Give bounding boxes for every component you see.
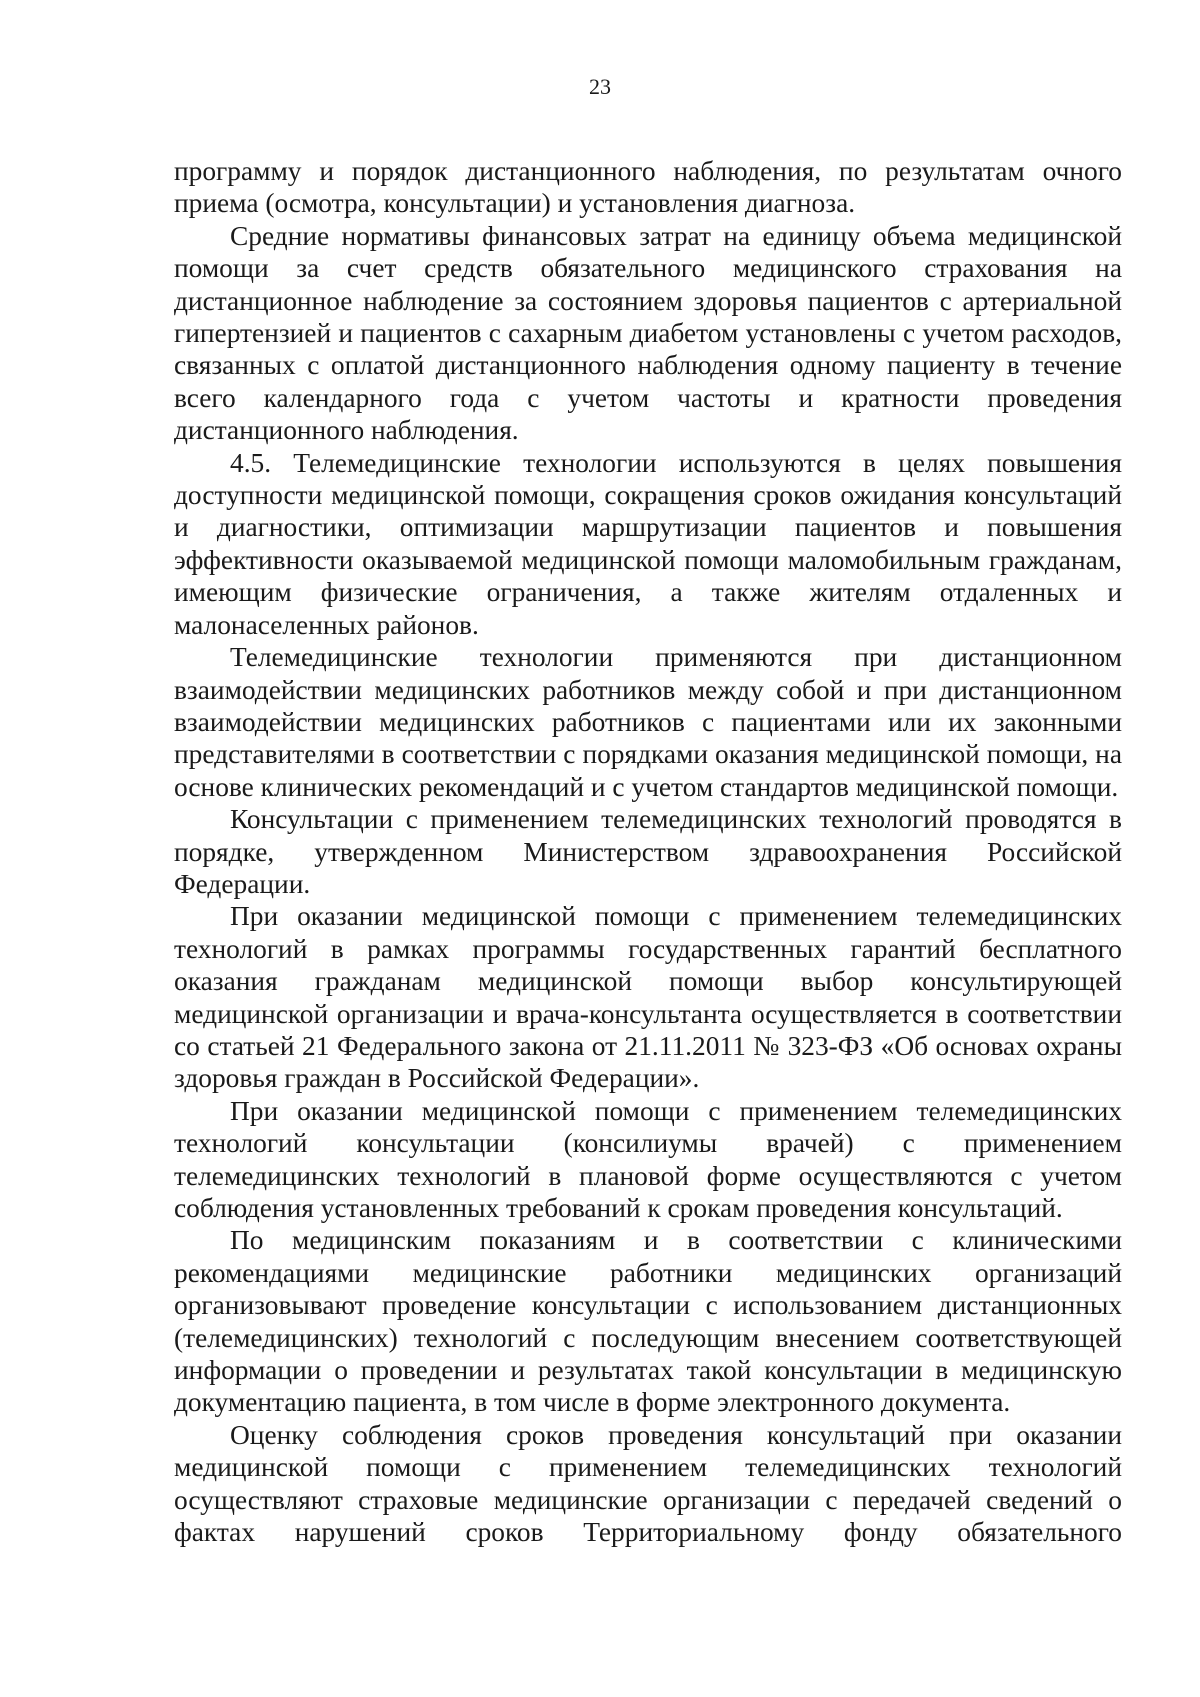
page-number: 23 bbox=[589, 74, 611, 99]
paragraph-planned-consultations: При оказании медицинской помощи с применением телемедицинских технологий консультации (консилиумы врачей) с применением телемедицинских технологий в плановой форме осуществляются с учетом соблюдения установленных требований к срокам проведения консультаций. bbox=[174, 1095, 1122, 1223]
paragraph-deadline-assessment: Оценку соблюдения сроков проведения консультаций при оказании медицинской помощи с применением телемедицинских технологий осуществляют страховые медицинские организации с передачей сведений о фактах нарушений сроков Территориальному фонду обязательного bbox=[174, 1419, 1122, 1548]
document-body bbox=[174, 155, 1122, 1548]
paragraph-financial-norms: Средние нормативы финансовых затрат на единицу объема медицинской помощи за счет средств обязательного медицинского страхования на дистанционное наблюдение за состоянием здоровья пациентов с артериальной гипертензией и пациентов с сахарным диабетом установлены с учетом расходов, связанных с оплатой дистанционного наблюдения одному пациенту в течение всего календарного года с учетом частоты и кратности проведения дистанционного наблюдения. bbox=[174, 220, 1122, 446]
paragraph-section-4-5: 4.5. Телемедицинские технологии используются в целях повышения доступности медицинской помощи, сокращения сроков ожидания консультаций и диагностики, оптимизации маршрутизации пациентов и повышения эффективности оказываемой медицинской помощи маломобильным гражданам, имеющим физические ограничения, а также жителям отдаленных и малонаселенных районов. bbox=[174, 447, 1122, 640]
paragraph-consultation-order: Консультации с применением телемедицинских технологий проводятся в порядке, утвержденном Министерством здравоохранения Российской Федерации. bbox=[174, 804, 1122, 899]
paragraph-consultant-choice: При оказании медицинской помощи с применением телемедицинских технологий в рамках программы государственных гарантий бесплатного оказания гражданам медицинской помощи выбор консультирующей медицинской организации и врача-консультанта осуществляется в соответствии со статьей 21 Федерального закона от 21.11.2011 № 323-ФЗ «Об основах охраны здоровья граждан в Российской Федерации». bbox=[174, 901, 1122, 1094]
paragraph-continuation: программу и порядок дистанционного наблюдения, по результатам очного приема (осмотра, консультации) и установления диагноза. bbox=[174, 156, 1122, 219]
paragraph-medical-indications: По медицинским показаниям и в соответствии с клиническими рекомендациями медицинские работники медицинских организаций организовывают проведение консультации с использованием дистанционных (телемедицинских) технологий с последующим внесением соответствующей информации о проведении и результатах такой консультации в медицинскую документацию пациента, в том числе в форме электронного документа. bbox=[174, 1225, 1122, 1418]
paragraph-telemedicine-interaction: Телемедицинские технологии применяются при дистанционном взаимодействии медицинских работников между собой и при дистанционном взаимодействии медицинских работников с пациентами или их законными представителями в соответствии с порядками оказания медицинской помощи, на основе клинических рекомендаций и с учетом стандартов медицинской помощи. bbox=[174, 642, 1122, 802]
